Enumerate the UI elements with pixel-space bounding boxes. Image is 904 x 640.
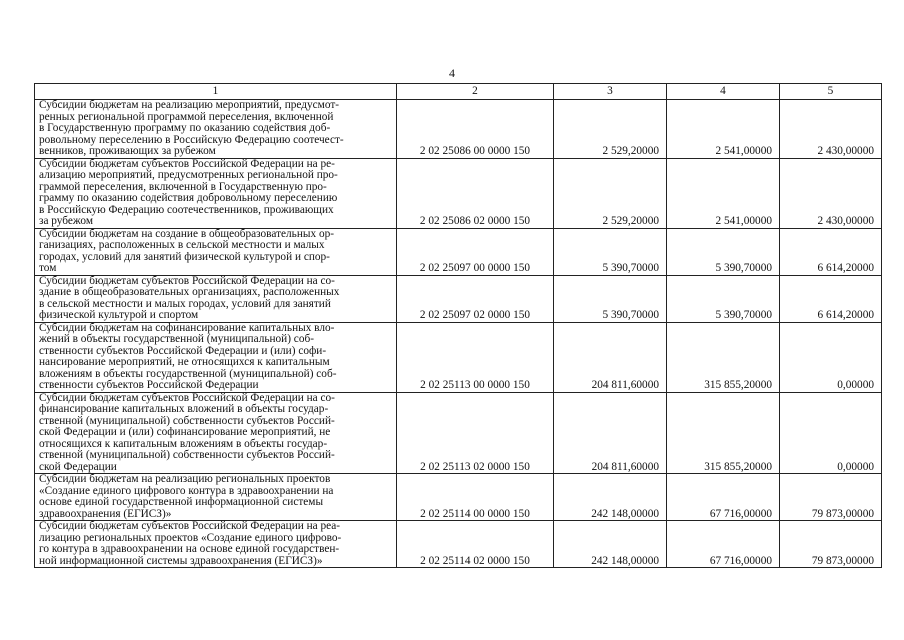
value-col4-cell: 67 716,00000 [667, 521, 780, 568]
value-col5-cell: 0,00000 [780, 392, 882, 474]
description-line: финансирование капитальных вложений в объекты государ- [39, 403, 329, 415]
description-line: Субсидии бюджетам субъектов Российской Федерации на со- [39, 391, 335, 404]
table-row [35, 322, 882, 392]
value-col4-cell: 2 541,00000 [667, 158, 780, 228]
description-line: в сельской местности и малых городах, условий для занятий [39, 297, 331, 310]
description-line: го контура в здравоохранении на основе единой государствен- [39, 543, 340, 555]
description-line: ственности субъектов Российской Федерации и (или) софи- [39, 344, 327, 357]
description-line: ганизациях, расположенных в сельской местности и малых [39, 239, 325, 251]
description-line: том [39, 262, 57, 274]
table-row [35, 158, 882, 228]
description-line: здравоохранения (ЕГИСЗ)» [39, 507, 172, 520]
description-line: основе единой государственной информационной системы [39, 496, 324, 508]
description-line: Субсидии бюджетам на реализацию региональных проектов [39, 473, 331, 485]
table-row [35, 474, 882, 521]
description-line: в Российскую Федерацию соотечественников, проживающих [39, 203, 334, 216]
budget-code-cell: 2 02 25114 02 0000 150 [397, 521, 554, 568]
budget-code-cell: 2 02 25086 02 0000 150 [397, 158, 554, 228]
description-line: физической культурой и спортом [39, 309, 199, 321]
description-line: Субсидии бюджетам субъектов Российской Федерации на ре- [39, 157, 335, 170]
description-line: граммой переселения, включенной в Государственную про- [39, 180, 327, 193]
description-line: ализацию мероприятий, предусмотренных региональной про- [39, 169, 338, 181]
row-description [35, 275, 397, 322]
value-col3-cell: 242 148,00000 [554, 474, 667, 521]
description-line: вложениям в объекты государственной (муниципальной) соб- [39, 367, 337, 380]
column-header-3: 3 [554, 84, 667, 100]
row-description [35, 392, 397, 474]
description-line: ровольному переселению в Российскую Федерацию соотечест- [39, 133, 344, 146]
description-line: ской Федерации и (или) софинансирование мероприятий, не [39, 426, 331, 438]
description-line: городах, условий для занятий физической культурой и спор- [39, 250, 330, 263]
row-description [35, 158, 397, 228]
description-line: ственной (муниципальной) собственности субъектов Россий- [39, 449, 335, 461]
value-col4-cell: 315 855,20000 [667, 392, 780, 474]
value-col5-cell: 2 430,00000 [780, 158, 882, 228]
value-col3-cell: 5 390,70000 [554, 228, 667, 275]
description-line: ственной (муниципальной) собственности субъектов Россий- [39, 414, 335, 427]
budget-code-cell: 2 02 25113 00 0000 150 [397, 322, 554, 392]
description-line: Субсидии бюджетам на софинансирование капитальных вло- [39, 321, 335, 334]
description-line: Субсидии бюджетам субъектов Российской Федерации на реа- [39, 520, 341, 532]
column-header-4: 4 [667, 84, 780, 100]
value-col3-cell: 5 390,70000 [554, 275, 667, 322]
table-row [35, 228, 882, 275]
description-line: Субсидии бюджетам на реализацию мероприятий, предусмот- [39, 99, 340, 111]
value-col3-cell: 204 811,60000 [554, 392, 667, 474]
row-description [35, 228, 397, 275]
budget-table [34, 83, 882, 568]
value-col3-cell: 2 529,20000 [554, 100, 667, 159]
budget-code-cell: 2 02 25097 02 0000 150 [397, 275, 554, 322]
description-line: Субсидии бюджетам субъектов Российской Федерации на со- [39, 274, 335, 287]
table-row [35, 521, 882, 568]
value-col3-cell: 2 529,20000 [554, 158, 667, 228]
column-header-1: 1 [35, 84, 397, 100]
row-description [35, 322, 397, 392]
description-line: в Государственную программу по оказанию содействия доб- [39, 122, 331, 134]
row-description [35, 521, 397, 568]
description-line: здание в общеобразовательных организациях, расположенных [39, 286, 340, 298]
budget-code-cell: 2 02 25086 00 0000 150 [397, 100, 554, 159]
value-col3-cell: 204 811,60000 [554, 322, 667, 392]
description-line: грамму по оказанию содействия добровольному переселению [39, 192, 338, 204]
value-col5-cell: 79 873,00000 [780, 474, 882, 521]
column-header-5: 5 [780, 84, 882, 100]
budget-code-cell: 2 02 25114 00 0000 150 [397, 474, 554, 521]
value-col5-cell: 6 614,20000 [780, 228, 882, 275]
value-col3-cell: 242 148,00000 [554, 521, 667, 568]
value-col4-cell: 315 855,20000 [667, 322, 780, 392]
value-col4-cell: 5 390,70000 [667, 228, 780, 275]
table-row [35, 100, 882, 159]
value-col4-cell: 2 541,00000 [667, 100, 780, 159]
description-line: ренных региональной программой переселения, включенной [39, 110, 334, 123]
description-line: лизацию региональных проектов «Создание единого цифрово- [39, 531, 342, 544]
description-line: ной информационной системы здравоохранения (ЕГИСЗ)» [39, 554, 323, 567]
description-line: «Создание единого цифрового контура в здравоохранении на [39, 484, 334, 497]
table-row [35, 392, 882, 474]
value-col4-cell: 67 716,00000 [667, 474, 780, 521]
description-line: жений в объекты государственной (муниципальной) соб- [39, 333, 314, 345]
page-number: 4 [449, 66, 455, 80]
description-line: Субсидии бюджетам на создание в общеобразовательных ор- [39, 227, 334, 240]
row-description [35, 100, 397, 159]
table-header-row [35, 84, 882, 100]
column-header-2: 2 [397, 84, 554, 100]
value-col4-cell: 5 390,70000 [667, 275, 780, 322]
description-line: относящихся к капитальным вложениям в объекты государ- [39, 437, 328, 450]
value-col5-cell: 0,00000 [780, 322, 882, 392]
budget-code-cell: 2 02 25097 00 0000 150 [397, 228, 554, 275]
description-line: нансирование мероприятий, не относящихся к капитальным [39, 356, 330, 368]
description-line: ственности субъектов Российской Федерации [39, 379, 259, 391]
description-line: ской Федерации [39, 460, 117, 473]
table-row [35, 275, 882, 322]
value-col5-cell: 6 614,20000 [780, 275, 882, 322]
value-col5-cell: 79 873,00000 [780, 521, 882, 568]
row-description [35, 474, 397, 521]
description-line: за рубежом [39, 215, 94, 227]
budget-code-cell: 2 02 25113 02 0000 150 [397, 392, 554, 474]
description-line: венников, проживающих за рубежом [39, 145, 216, 157]
value-col5-cell: 2 430,00000 [780, 100, 882, 159]
